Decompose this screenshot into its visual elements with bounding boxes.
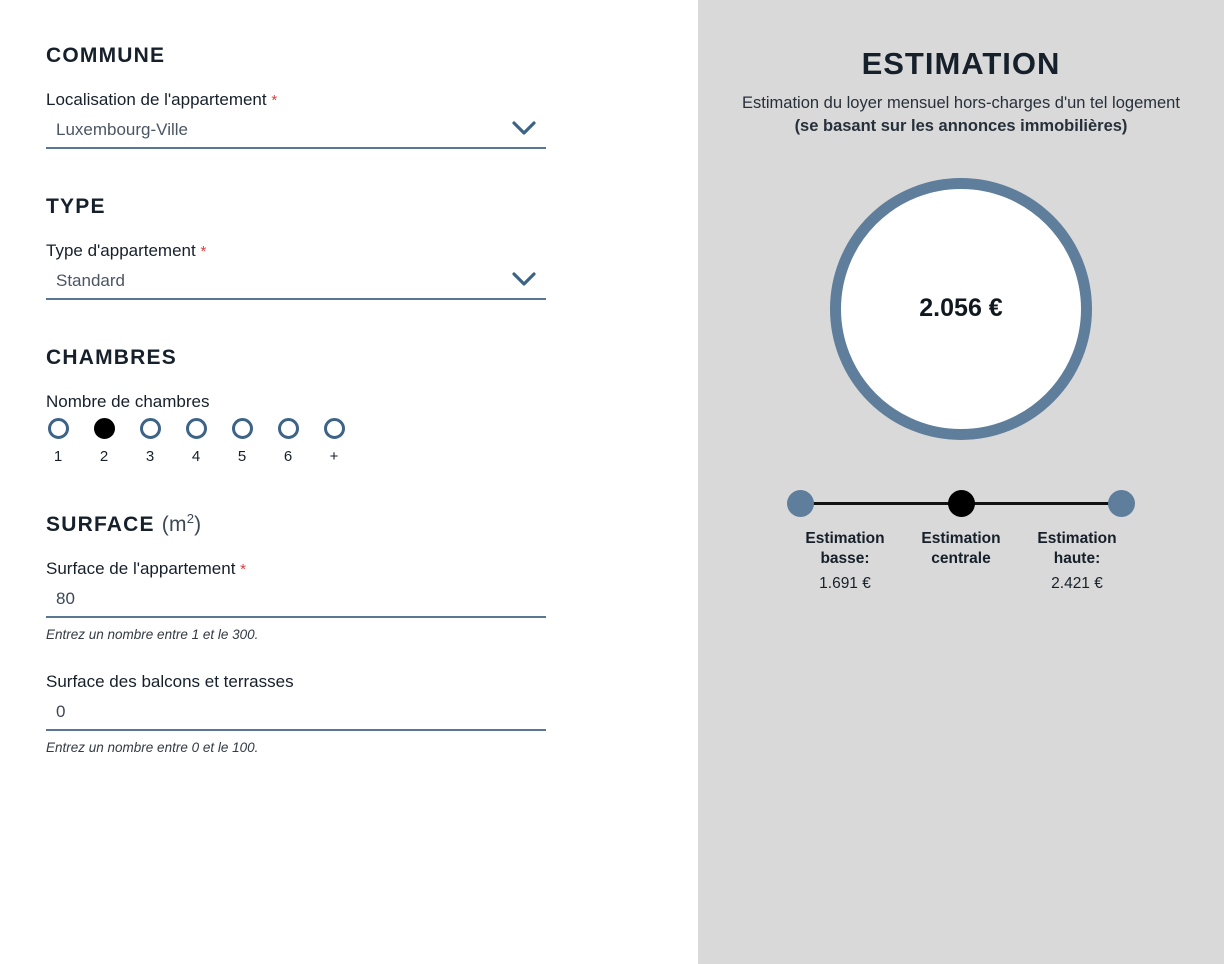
radio-label: 6 [283,448,293,465]
chevron-down-icon [512,271,536,287]
label-nombre-chambres: Nombre de chambres [46,392,210,411]
section-surface [46,511,652,755]
section-title-surface [46,511,652,537]
radio-label: 2 [99,448,109,465]
select-localisation[interactable] [46,116,546,149]
section-title-commune: COMMUNE [46,44,166,67]
scale-labels [787,529,1135,596]
scale-label-high-title: Estimation haute: [1037,529,1117,568]
input-surface-appartement[interactable] [46,585,546,618]
section-commune [46,44,652,149]
result-subtitle-text: Estimation du loyer mensuel hors-charges d'un tel logement [742,94,1180,112]
radio-label: 1 [53,448,63,465]
radio-chambres-plus[interactable] [322,418,346,465]
label-type-appartement [46,241,652,261]
select-localisation-value: Luxembourg-Ville [56,120,188,139]
hint-surface-balcons: Entrez un nombre entre 0 et le 100. [46,740,259,755]
scale-label-low [787,529,903,596]
radio-dot [186,418,207,439]
scale-label-center [903,529,1019,596]
required-asterisk: * [240,561,246,578]
radio-chambres-4[interactable] [184,418,208,465]
scale-dot-high [1108,490,1135,517]
radio-label: + [329,448,339,465]
section-chambres [46,346,652,465]
scale-dots [787,490,1135,517]
surface-unit-exponent: 2 [186,511,195,526]
section-title-chambres: CHAMBRES [46,346,177,369]
radio-chambres-6[interactable] [276,418,300,465]
radio-dot [278,418,299,439]
estimation-gauge-value: 2.056 € [919,294,1003,323]
scale-label-low-title: Estimation basse: [805,529,885,568]
required-asterisk: * [200,243,207,260]
chevron-down-icon [512,120,536,136]
label-surface-appartement [46,559,652,579]
radio-dot [140,418,161,439]
radio-label: 3 [145,448,155,465]
scale-label-high-amount: 2.421 € [1051,575,1103,593]
scale-dot-low [787,490,814,517]
gauge-wrap [738,178,1184,440]
estimation-scale [787,490,1135,596]
required-asterisk: * [271,92,278,109]
result-subtitle-emphasis: (se basant sur les annonces immobilières) [794,116,1128,135]
input-surface-balcons-value: 0 [56,702,66,721]
radio-chambres-5[interactable] [230,418,254,465]
hint-surface-appartement: Entrez un nombre entre 1 et le 300. [46,627,259,642]
input-surface-balcons[interactable] [46,698,546,731]
section-title-type: TYPE [46,195,106,218]
radio-dot [324,418,345,439]
scale-label-center-title: Estimation centrale [921,529,1001,568]
radio-label: 5 [237,448,247,465]
label-localisation-text: Localisation de l'appartement [46,90,267,109]
surface-unit [162,513,202,536]
scale-label-low-amount: 1.691 € [819,575,871,593]
result-subtitle [741,92,1181,138]
surface-unit-open: (m [161,513,187,536]
estimation-result-panel [698,0,1224,964]
scale-label-high [1019,529,1135,596]
section-title-surface-text: SURFACE [46,513,155,536]
label-type-appartement-text: Type d'appartement [46,241,196,260]
section-type [46,195,652,300]
input-surface-appartement-value: 80 [56,589,75,608]
radio-label: 4 [191,448,201,465]
radio-dot [232,418,253,439]
result-title: ESTIMATION [861,46,1061,81]
radio-chambres-3[interactable] [138,418,162,465]
surface-unit-close: ) [194,513,202,536]
radio-chambres-1[interactable] [46,418,70,465]
label-surface-appartement-text: Surface de l'appartement [46,559,236,578]
label-surface-balcons: Surface des balcons et terrasses [46,672,294,691]
radio-dot-selected [94,418,115,439]
estimation-gauge [830,178,1092,440]
radio-group-chambres [46,418,652,465]
select-type-appartement[interactable] [46,267,546,300]
scale-dot-center [948,490,975,517]
radio-chambres-2[interactable] [92,418,116,465]
label-localisation [46,90,652,110]
select-type-appartement-value: Standard [56,271,125,290]
radio-dot [48,418,69,439]
